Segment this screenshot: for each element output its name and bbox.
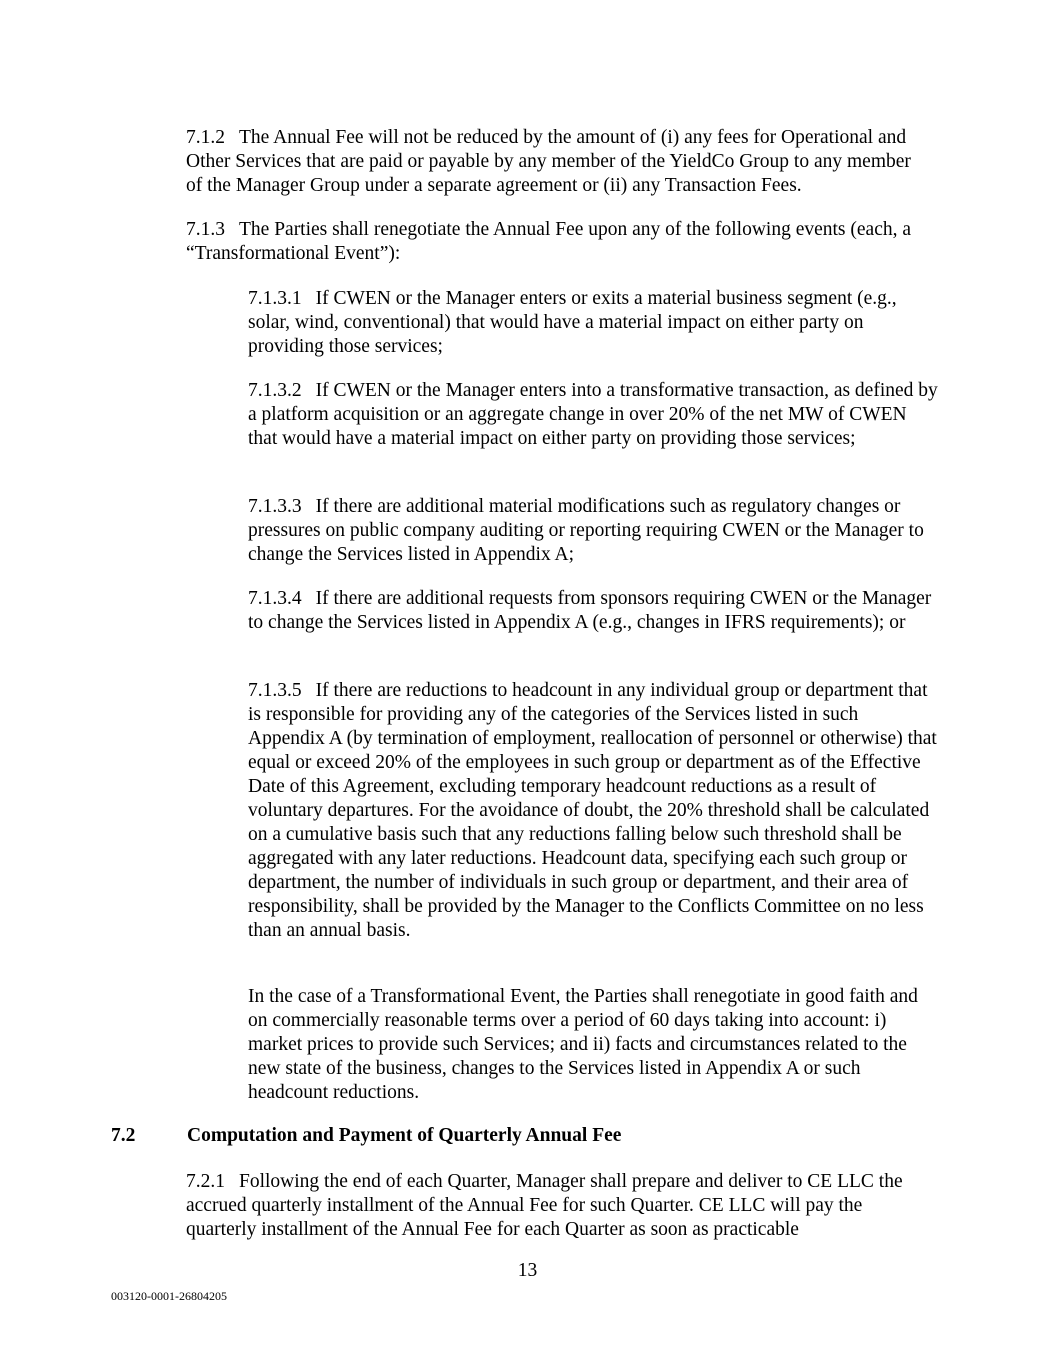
clause-text: If CWEN or the Manager enters or exits a material business segment (e.g., solar, wind, conventional) that would have a material impact on either party on providing those services; <box>248 288 897 357</box>
paragraph-7-1-3-3 <box>248 495 938 567</box>
clause-text: If CWEN or the Manager enters into a transformative transaction, as defined by a platform acquisition or an aggregate change in over 20% of the net MW of CWEN that would have a material impact on either party on providing those services; <box>248 380 938 449</box>
paragraph-7-1-2 <box>186 126 931 198</box>
clause-text: If there are additional material modifications such as regulatory changes or pressures on public company auditing or reporting requiring CWEN or the Manager to change the Services listed in Appendix A; <box>248 496 924 565</box>
paragraph-7-1-3-4 <box>248 587 938 635</box>
clause-number: 7.1.3.4 <box>248 588 302 609</box>
clause-text: The Parties shall renegotiate the Annual Fee upon any of the following events (each, a “Transformational Event”): <box>186 219 911 264</box>
paragraph-7-2-1 <box>186 1170 931 1242</box>
clause-text: The Annual Fee will not be reduced by the amount of (i) any fees for Operational and Other Services that are paid or payable by any member of the YieldCo Group to any member of the Manager Group under a separate agreement or (ii) any Transaction Fees. <box>186 127 911 196</box>
clause-number: 7.1.3.1 <box>248 288 302 309</box>
clause-text: Following the end of each Quarter, Manager shall prepare and deliver to CE LLC the accrued quarterly installment of the Annual Fee for such Quarter. CE LLC will pay the quarterly installment of the Annual Fee for each Quarter as soon as practicable <box>186 1171 903 1240</box>
clause-number: 7.1.3.5 <box>248 680 302 701</box>
clause-number: 7.2.1 <box>186 1171 225 1192</box>
page-number: 13 <box>517 1260 538 1281</box>
clause-number: 7.1.3.3 <box>248 496 302 517</box>
document-id: 003120-0001-26804205 <box>111 1289 227 1303</box>
paragraph-7-1-3 <box>186 218 931 266</box>
section-number-7-2: 7.2 <box>111 1125 136 1146</box>
section-title-7-2: Computation and Payment of Quarterly Annual Fee <box>187 1125 622 1146</box>
clause-text: If there are reductions to headcount in any individual group or department that is responsible for providing any of the categories of the Services listed in such Appendix A (by termination of employment, reallocation of personnel or otherwise) that equal or exceed 20% of the employees in such group or department as of the Effective Date of this Agreement, excluding temporary headcount reductions as a result of voluntary departures. For the avoidance of doubt, the 20% threshold shall be calculated on a cumulative basis such that any reductions falling below such threshold shall be aggregated with any later reductions. Headcount data, specifying each such group or department, the number of individuals in such group or department, and their area of responsibility, shall be provided by the Manager to the Conflicts Committee on no less than an annual basis. <box>248 680 937 941</box>
paragraph-7-1-3-1 <box>248 287 938 359</box>
clause-number: 7.1.3 <box>186 219 225 240</box>
clause-number: 7.1.2 <box>186 127 225 148</box>
paragraph-transformational-event <box>248 985 938 1105</box>
paragraph-7-1-3-2 <box>248 379 938 451</box>
paragraph-7-1-3-5 <box>248 679 938 943</box>
clause-number: 7.1.3.2 <box>248 380 302 401</box>
clause-text: In the case of a Transformational Event, the Parties shall renegotiate in good faith and on commercially reasonable terms over a period of 60 days taking into account: i) market prices to provide such Services; and ii) facts and circumstances related to the new state of the business, changes to the Services listed in Appendix A or such headcount reductions. <box>248 986 918 1103</box>
clause-text: If there are additional requests from sponsors requiring CWEN or the Manager to change the Services listed in Appendix A (e.g., changes in IFRS requirements); or <box>248 588 932 633</box>
